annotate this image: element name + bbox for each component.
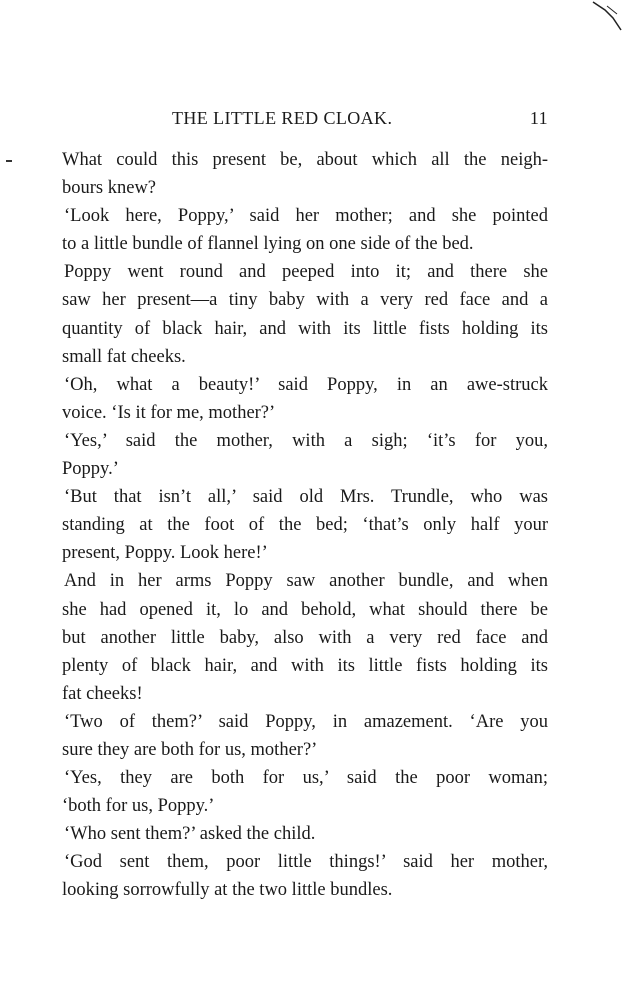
text-line: standing at the foot of the bed; ‘that’s only half your	[62, 515, 548, 536]
text-line: voice. ‘Is it for me, mother?’	[62, 402, 276, 423]
text-line: ‘But that isn’t all,’ said old Mrs. Trundle, who was	[64, 487, 548, 508]
running-head	[62, 108, 548, 132]
text-line: saw her present—a tiny baby with a very red face and a	[62, 290, 548, 311]
text-line: ‘Look here, Poppy,’ said her mother; and she pointed	[64, 206, 548, 227]
text-line: Poppy went round and peeped into it; and there she	[64, 262, 548, 283]
text-line: plenty of black hair, and with its little fists holding its	[62, 655, 548, 676]
page-corner-mark	[583, 0, 623, 40]
text-line: fat cheeks!	[62, 683, 143, 704]
text-line: Poppy.’	[62, 459, 119, 480]
running-title: THE LITTLE RED CLOAK.	[172, 108, 393, 128]
text-line: ‘Yes, they are both for us,’ said the poor woman;	[64, 768, 548, 789]
text-line: looking sorrowfully at the two little bundles.	[62, 880, 393, 901]
text-line: sure they are both for us, mother?’	[62, 739, 318, 760]
text-line: small fat cheeks.	[62, 346, 186, 367]
text-line: bours knew?	[62, 178, 157, 199]
text-line: ‘Two of them?’ said Poppy, in amazement. ‘Are you	[64, 711, 548, 732]
text-line: ‘God sent them, poor little things!’ said her mother,	[64, 852, 548, 873]
text-line: ‘Oh, what a beauty!’ said Poppy, in an awe-struck	[64, 374, 548, 395]
margin-mark	[6, 160, 12, 162]
text-line: quantity of black hair, and with its little fists holding its	[62, 318, 548, 339]
text-line: she had opened it, lo and behold, what should there be	[62, 599, 548, 620]
body-text	[62, 146, 548, 905]
text-line: What could this present be, about which all the neigh-	[62, 150, 548, 170]
page-number: 11	[529, 108, 548, 128]
text-line: And in her arms Poppy saw another bundle, and when	[64, 571, 548, 592]
text-line: ‘Who sent them?’ asked the child.	[64, 824, 316, 845]
text-line: ‘both for us, Poppy.’	[62, 796, 215, 817]
text-line: but another little baby, also with a very red face and	[62, 627, 548, 648]
text-line: to a little bundle of flannel lying on one side of the bed.	[62, 234, 474, 255]
text-line: ‘Yes,’ said the mother, with a sigh; ‘it’s for you,	[64, 430, 548, 451]
text-line: present, Poppy. Look here!’	[62, 543, 268, 564]
